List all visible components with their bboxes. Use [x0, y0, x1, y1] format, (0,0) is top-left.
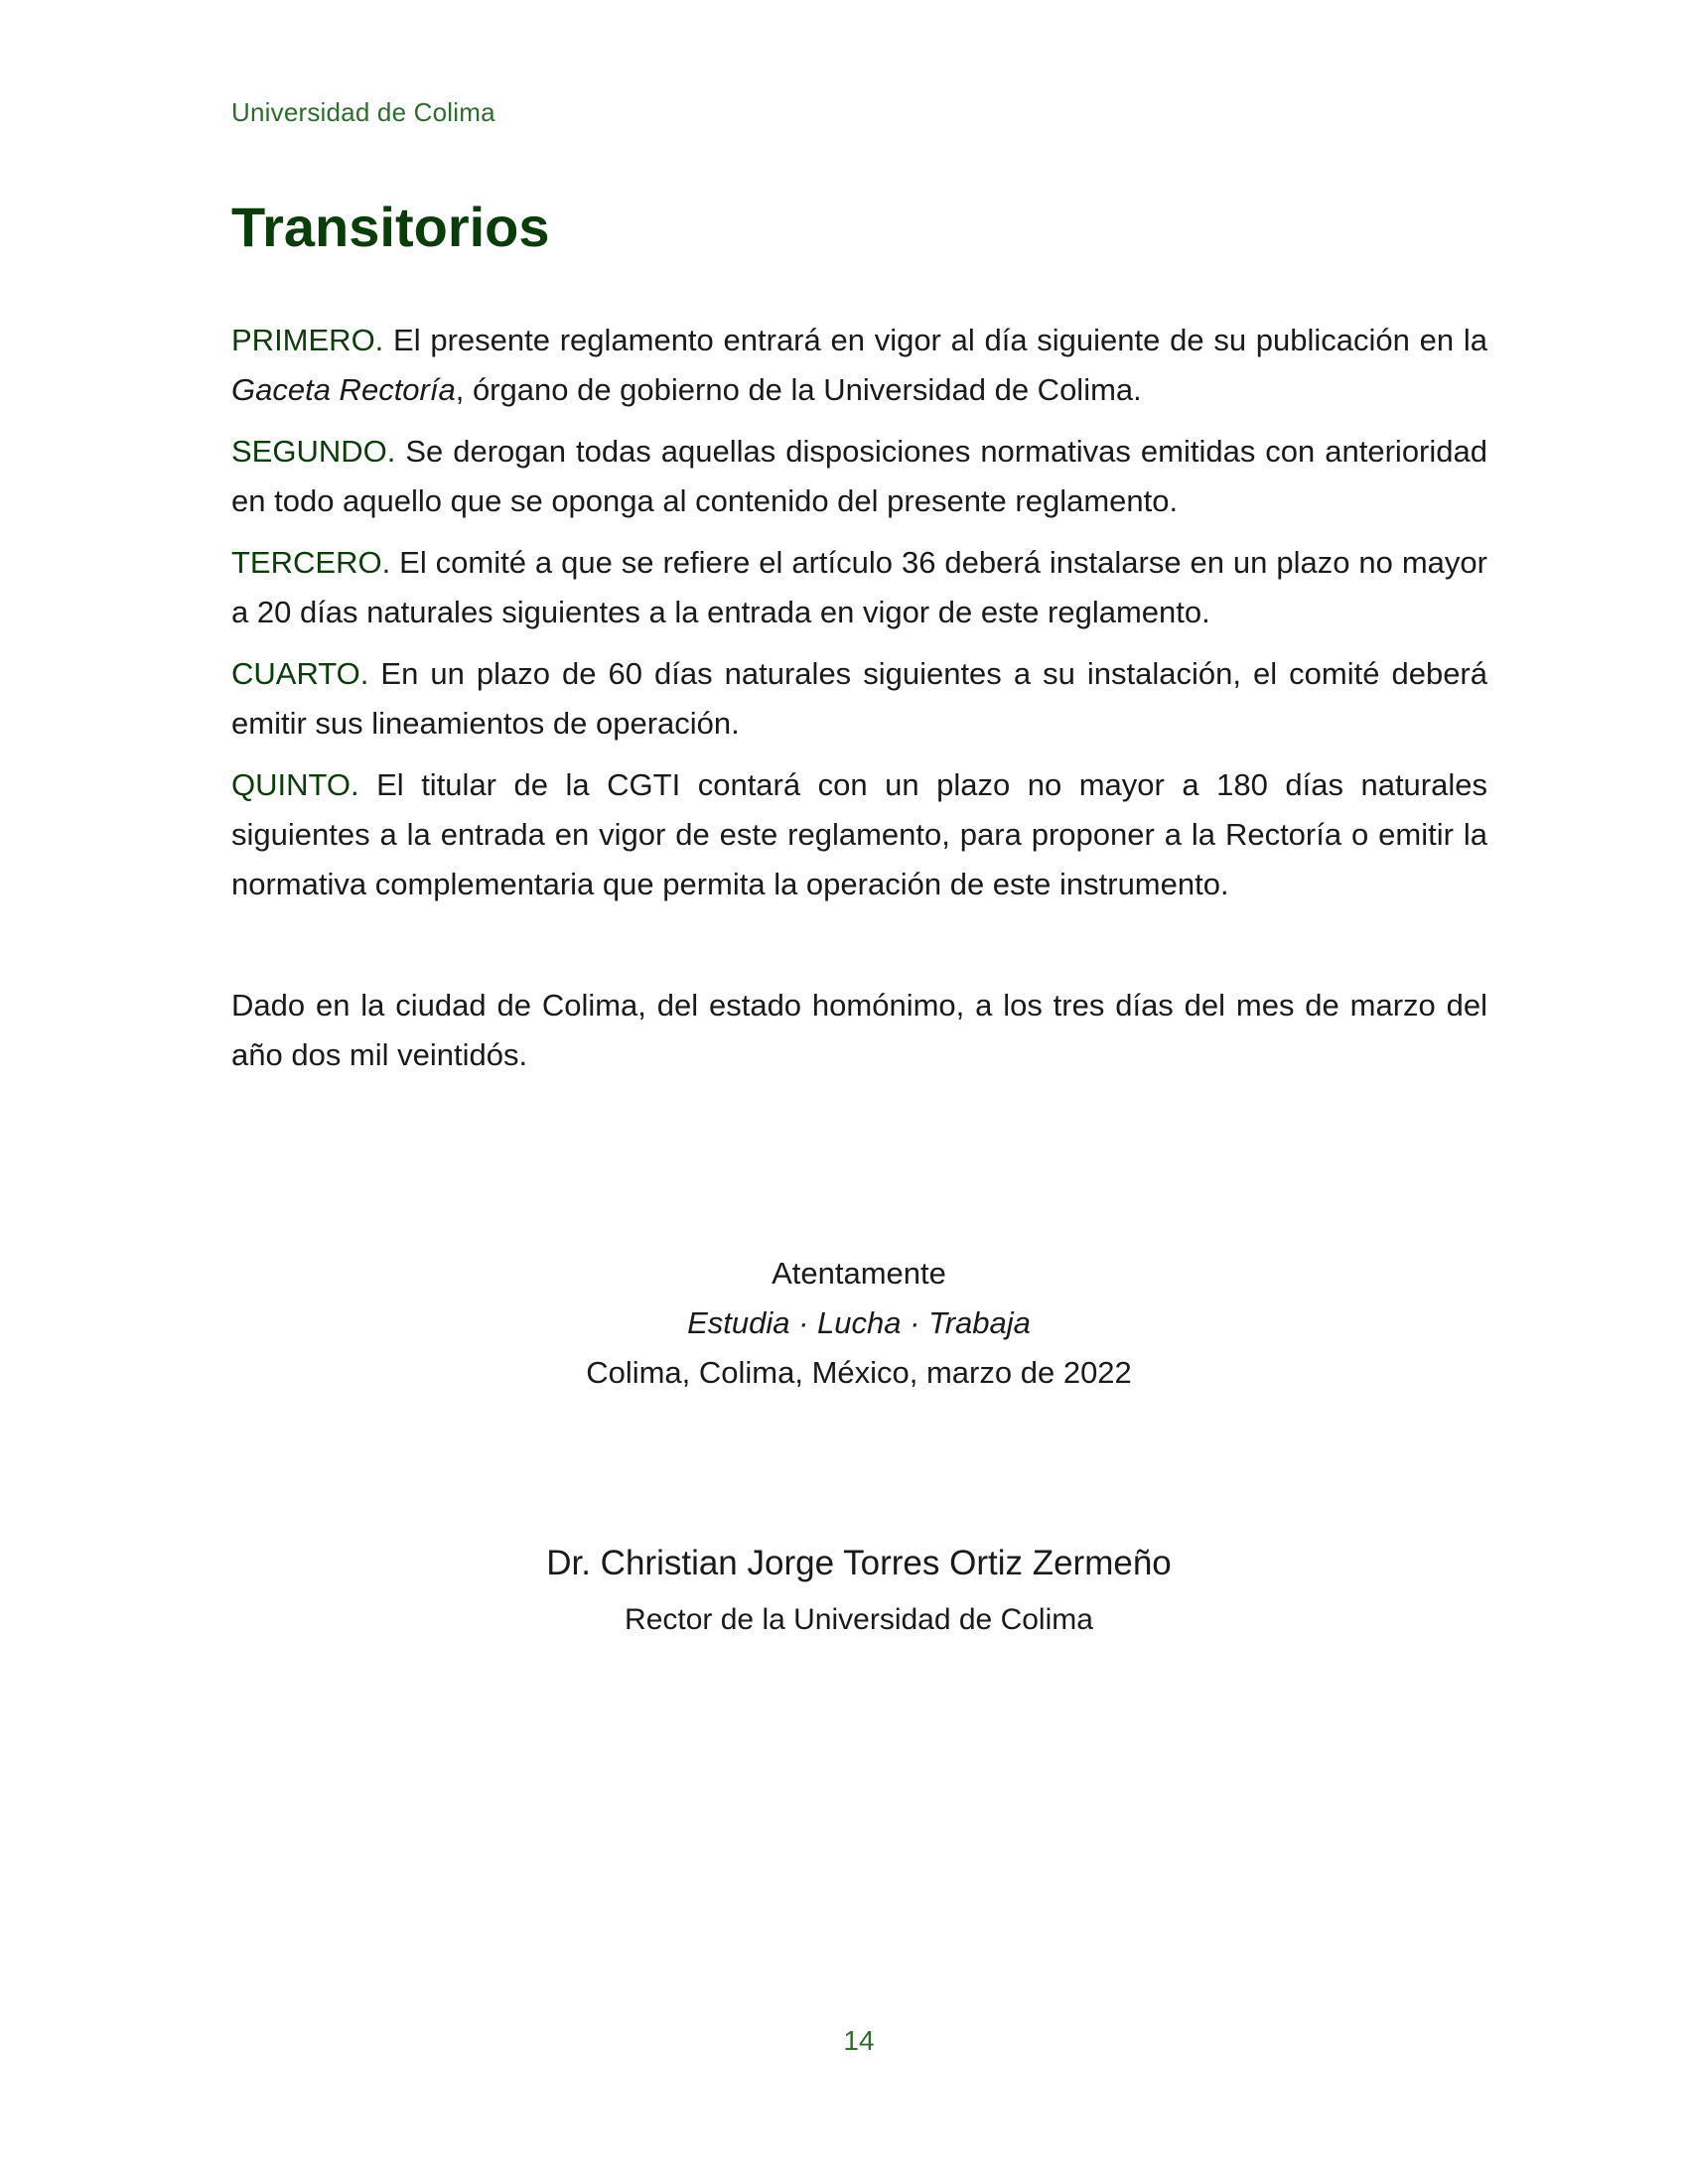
article-lead: TERCERO.	[231, 545, 391, 580]
article-text: Se derogan todas aquellas disposiciones normativas emitidas con anterioridad en todo aquello que se oponga al contenido del presente reglamento.	[231, 434, 1487, 518]
article-lead: QUINTO.	[231, 767, 359, 802]
page-number: 14	[843, 2025, 875, 2056]
page-title: Transitorios	[231, 196, 550, 258]
article-lead: CUARTO.	[231, 656, 369, 691]
salutation: Atentamente	[772, 1256, 946, 1291]
running-header: Universidad de Colima	[231, 97, 495, 127]
article-text: El presente reglamento entrará en vigor al día siguiente de su publicación en la	[383, 323, 1487, 357]
sign-off	[0, 1249, 1688, 1398]
article-cuarto	[231, 649, 1487, 749]
transitory-articles	[231, 316, 1487, 1092]
article-segundo	[231, 427, 1487, 526]
article-lead: PRIMERO.	[231, 323, 384, 357]
place-date: Colima, Colima, México, marzo de 2022	[586, 1355, 1132, 1390]
signatory-name: Dr. Christian Jorge Torres Ortiz Zermeño	[546, 1544, 1172, 1582]
closing-statement: Dado en la ciudad de Colima, del estado homónimo, a los tres días del mes de marzo del año dos mil veintidós.	[231, 988, 1487, 1072]
signatory-role: Rector de la Universidad de Colima	[625, 1603, 1093, 1636]
article-text: , órgano de gobierno de la Universidad de Colima.	[455, 372, 1142, 407]
article-text: El titular de la CGTI contará con un plazo no mayor a 180 días naturales siguientes a la entrada en vigor de este reglamento, para proponer a la Rectoría o emitir la normativa complementaria que permita la operación de este instrumento.	[231, 767, 1487, 901]
article-lead: SEGUNDO.	[231, 434, 396, 469]
article-primero	[231, 316, 1487, 415]
article-quinto	[231, 760, 1487, 909]
article-text: El comité a que se refiere el artículo 36 deberá instalarse en un plazo no mayor a 20 días naturales siguientes a la entrada en vigor de este reglamento.	[231, 545, 1487, 629]
gazette-name: Gaceta Rectoría	[231, 372, 456, 407]
article-tercero	[231, 538, 1487, 637]
university-motto: Estudia · Lucha · Trabaja	[687, 1305, 1031, 1340]
article-text: En un plazo de 60 días naturales siguientes a su instalación, el comité deberá emitir sus lineamientos de operación.	[231, 656, 1487, 741]
